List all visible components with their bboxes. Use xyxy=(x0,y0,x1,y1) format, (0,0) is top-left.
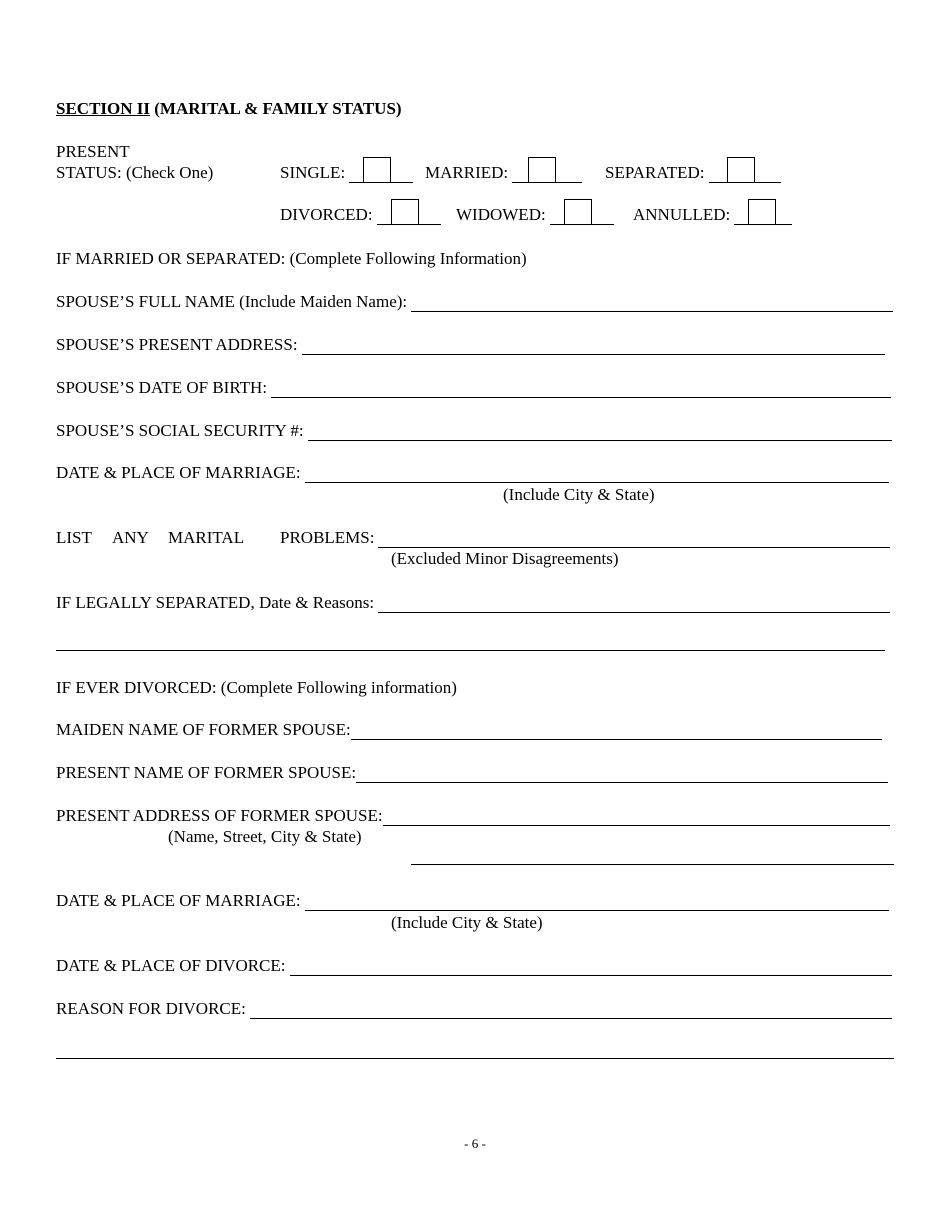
present-address-former-field[interactable] xyxy=(56,806,890,826)
status-option-separated xyxy=(605,153,781,183)
reason-for-divorce-label: REASON FOR DIVORCE: xyxy=(56,999,246,1018)
divorced-checkbox[interactable] xyxy=(391,199,419,225)
section-title-text: (MARITAL & FAMILY STATUS) xyxy=(150,99,402,118)
separated-label: SEPARATED: xyxy=(605,163,705,182)
section-title xyxy=(56,99,402,119)
marital-problems-word-2: ANY xyxy=(112,528,149,547)
status-option-divorced xyxy=(280,195,441,225)
marital-problems-word-3: MARITAL xyxy=(168,528,245,547)
spouse-dob-label: SPOUSE’S DATE OF BIRTH: xyxy=(56,378,268,397)
status-option-annulled xyxy=(633,195,792,225)
separated-checkbox[interactable] xyxy=(727,157,755,183)
marital-problems-word-1: LIST xyxy=(56,528,92,547)
status-option-single xyxy=(280,153,413,183)
legally-separated-label: IF LEGALLY SEPARATED, Date & Reasons: xyxy=(56,593,375,612)
widowed-checkbox[interactable] xyxy=(564,199,592,225)
marital-problems-note: (Excluded Minor Disagreements) xyxy=(391,549,619,568)
reason-for-divorce-field[interactable] xyxy=(56,999,892,1019)
spouse-ssn-label: SPOUSE’S SOCIAL SECURITY #: xyxy=(56,421,304,440)
page-number: - 6 - xyxy=(464,1136,486,1151)
maiden-name-former-label: MAIDEN NAME OF FORMER SPOUSE: xyxy=(56,720,351,739)
marriage-date-place-note: (Include City & State) xyxy=(503,485,655,504)
single-label: SINGLE: xyxy=(280,163,346,182)
divorce-date-place-label: DATE & PLACE OF DIVORCE: xyxy=(56,956,286,975)
spouse-present-address-label: SPOUSE’S PRESENT ADDRESS: xyxy=(56,335,298,354)
spouse-full-name-label: SPOUSE’S FULL NAME (Include Maiden Name): xyxy=(56,292,408,311)
divorce-date-place-field[interactable] xyxy=(56,956,892,976)
divorced-label: DIVORCED: xyxy=(280,205,373,224)
reason-for-divorce-extra-line[interactable] xyxy=(56,1058,894,1059)
legally-separated-field[interactable] xyxy=(56,593,890,613)
present-status-label-line2: STATUS: (Check One) xyxy=(56,163,214,182)
annulled-checkbox[interactable] xyxy=(748,199,776,225)
status-option-married xyxy=(425,153,582,183)
present-name-former-field[interactable] xyxy=(56,763,888,783)
spouse-present-address-field[interactable] xyxy=(56,335,885,355)
present-address-former-label: PRESENT ADDRESS OF FORMER SPOUSE: xyxy=(56,806,383,825)
marriage-date-place-field[interactable] xyxy=(56,463,889,483)
spouse-full-name-field[interactable] xyxy=(56,292,893,312)
single-checkbox[interactable] xyxy=(363,157,391,183)
legally-separated-extra-line[interactable] xyxy=(56,650,885,651)
former-marriage-date-place-note: (Include City & State) xyxy=(391,913,543,932)
former-marriage-date-place-label: DATE & PLACE OF MARRIAGE: xyxy=(56,891,301,910)
present-name-former-label: PRESENT NAME OF FORMER SPOUSE: xyxy=(56,763,357,782)
spouse-dob-field[interactable] xyxy=(56,378,891,398)
present-address-former-extra-line[interactable] xyxy=(411,864,894,865)
married-label: MARRIED: xyxy=(425,163,509,182)
married-checkbox[interactable] xyxy=(528,157,556,183)
marital-problems-label: PROBLEMS: xyxy=(280,528,375,547)
marital-problems-field[interactable] xyxy=(280,528,890,548)
status-option-widowed xyxy=(456,195,614,225)
former-marriage-date-place-field[interactable] xyxy=(56,891,889,911)
present-address-former-note: (Name, Street, City & State) xyxy=(168,827,362,846)
maiden-name-former-field[interactable] xyxy=(56,720,882,740)
spouse-ssn-field[interactable] xyxy=(56,421,892,441)
married-section-heading: IF MARRIED OR SEPARATED: (Complete Following Information) xyxy=(56,249,527,268)
section-title-number: SECTION II xyxy=(56,99,151,118)
annulled-label: ANNULLED: xyxy=(633,205,731,224)
present-status-label-line1: PRESENT xyxy=(56,142,130,161)
widowed-label: WIDOWED: xyxy=(456,205,546,224)
marriage-date-place-label: DATE & PLACE OF MARRIAGE: xyxy=(56,463,301,482)
divorced-section-heading: IF EVER DIVORCED: (Complete Following information) xyxy=(56,678,457,697)
